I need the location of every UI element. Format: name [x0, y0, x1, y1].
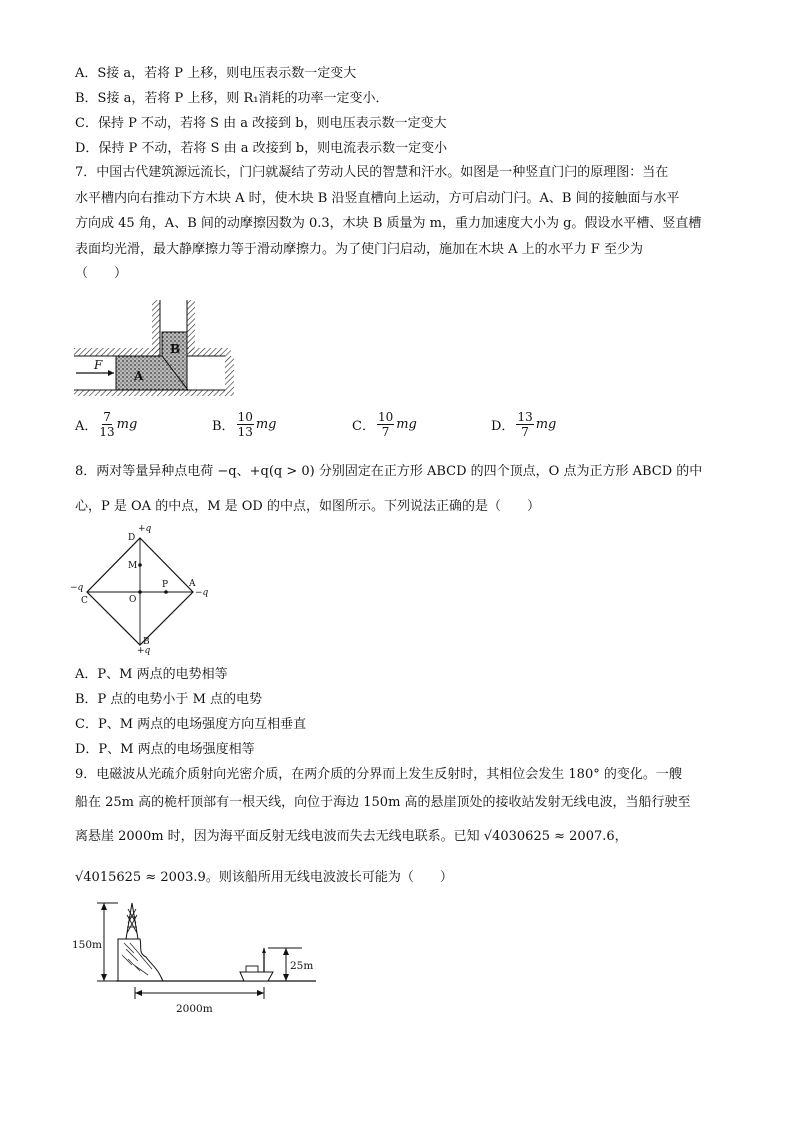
- q8-option-d: D．P、M 两点的电场强度相等: [75, 742, 255, 757]
- numerator: 10: [377, 410, 394, 424]
- q9-label-distance: 2000m: [176, 1003, 213, 1015]
- q8-charge-c: −q: [70, 583, 84, 593]
- q8-label-o: O: [129, 595, 137, 605]
- q8-charge-d: +q: [138, 524, 152, 534]
- q6-option-b: B．S接 a，若将 P 上移，则 R₁消耗的功率一定变小．: [75, 91, 389, 106]
- q8-square-figure: [68, 520, 218, 655]
- fraction: [516, 410, 533, 439]
- q8-label-d: D: [128, 533, 136, 543]
- q9-stem-line-2: 船在 25m 高的桅杆顶部有一根天线，向位于海边 150m 高的悬崖顶处的接收站发射无线电波，当船行驶至: [75, 795, 691, 810]
- q8-label-p: P: [162, 580, 169, 590]
- q8-stem-line-2: 心，P 是 OA 的中点，M 是 OD 的中点，如图所示。下列说法正确的是（ ）: [75, 499, 540, 514]
- numerator: 13: [517, 410, 533, 424]
- q8-label-c: C: [81, 596, 88, 606]
- q6-option-d: D．保持 P 不动，若将 S 由 a 改接到 b，则电流表示数一定变小: [75, 141, 448, 156]
- q7-option-b-unit: mg: [255, 417, 277, 432]
- q8-stem-line-1: 8．两对等量异种点电荷 −q、+q(q > 0) 分别固定在正方形 ABCD 的四个顶点，O 点为正方形 ABCD 的中: [75, 464, 703, 479]
- q8-charge-a: −q: [195, 588, 209, 598]
- q8-option-b: B．P 点的电势小于 M 点的电势: [75, 692, 263, 707]
- q7-latch-figure: [70, 296, 240, 396]
- q7-stem-line-3: 方向成 45 角，A、B 间的动摩擦因数为 0.3，木块 B 质量为 m，重力加速度大小为 g。假设水平槽、竖直槽: [75, 216, 702, 231]
- q9-label-mast-height: 25m: [290, 960, 314, 972]
- q9-stem-line-4: √4015625 ≈ 2003.9。则该船所用无线电波波长可能为（ ）: [75, 870, 453, 885]
- q7-stem-line-1: 7．中国古代建筑源远流长，门闩就凝结了劳动人民的智慧和汗水。如图是一种竖直门闩的原理图：当在: [75, 165, 669, 180]
- q8-label-a: A: [189, 579, 196, 589]
- fraction: [237, 410, 254, 439]
- fraction: [377, 410, 394, 439]
- q6-option-c: C．保持 P 不动，若将 S 由 a 改接到 b，则电压表示数一定变大: [75, 116, 447, 131]
- numerator: 7: [103, 410, 111, 424]
- q7-option-c-letter: C．: [352, 419, 375, 434]
- q8-label-m: M: [128, 561, 138, 571]
- q8-option-a: A．P、M 两点的电势相等: [75, 667, 228, 682]
- q7-option-b: [212, 410, 277, 439]
- q9-cliff-ship-figure: [68, 895, 328, 1025]
- q8-option-c: C．P、M 两点的电场强度方向互相垂直: [75, 717, 307, 732]
- q9-label-cliff-height: 150m: [72, 939, 102, 951]
- q7-option-a-unit: mg: [116, 417, 138, 432]
- denominator: 13: [237, 425, 253, 439]
- q7-option-a: [75, 410, 137, 439]
- q9-stem-line-3: 离悬崖 2000m 时，因为海平面反射无线电波而失去无线电联系。已知 √4030625 ≈ 2007.6，: [75, 829, 628, 844]
- denominator: 7: [381, 425, 390, 439]
- q7-option-c: [352, 410, 417, 439]
- q6-option-a: A．S接 a，若将 P 上移，则电压表示数一定变大: [75, 66, 357, 81]
- denominator: 7: [521, 425, 529, 439]
- fraction: [99, 410, 114, 439]
- denominator: 13: [99, 425, 115, 439]
- q7-option-c-unit: mg: [396, 417, 417, 432]
- q7-option-d-letter: D．: [491, 419, 515, 434]
- q9-stem-line-1: 9．电磁波从光疏介质射向光密介质，在两介质的分界而上发生反射时，其相位会发生 180° 的变化。一艘: [75, 767, 682, 782]
- q7-option-d-unit: mg: [535, 417, 557, 432]
- q7-label-f: F: [94, 358, 103, 372]
- q7-label-a: A: [134, 369, 144, 383]
- q7-option-a-letter: A．: [75, 419, 98, 434]
- q7-label-b: B: [170, 342, 181, 356]
- q7-stem-line-4: 表面均光滑，最大静摩擦力等于滑动摩擦力。为了使门闩启动，施加在木块 A 上的水平力 F 至少为: [75, 242, 643, 257]
- q7-stem-line-2: 水平槽内向右推动下方木块 A 时，使木块 B 沿竖直槽向上运动，方可启动门闩。A、B 间的接触面与水平: [75, 191, 680, 206]
- q7-option-d: [491, 410, 556, 439]
- q8-charge-b: +q: [137, 646, 151, 655]
- q7-option-b-letter: B．: [212, 419, 235, 434]
- q7-options: [75, 410, 715, 450]
- q8-label-b: B: [143, 637, 150, 647]
- numerator: 10: [237, 410, 253, 424]
- q7-answer-blank: （ ）: [75, 266, 128, 281]
